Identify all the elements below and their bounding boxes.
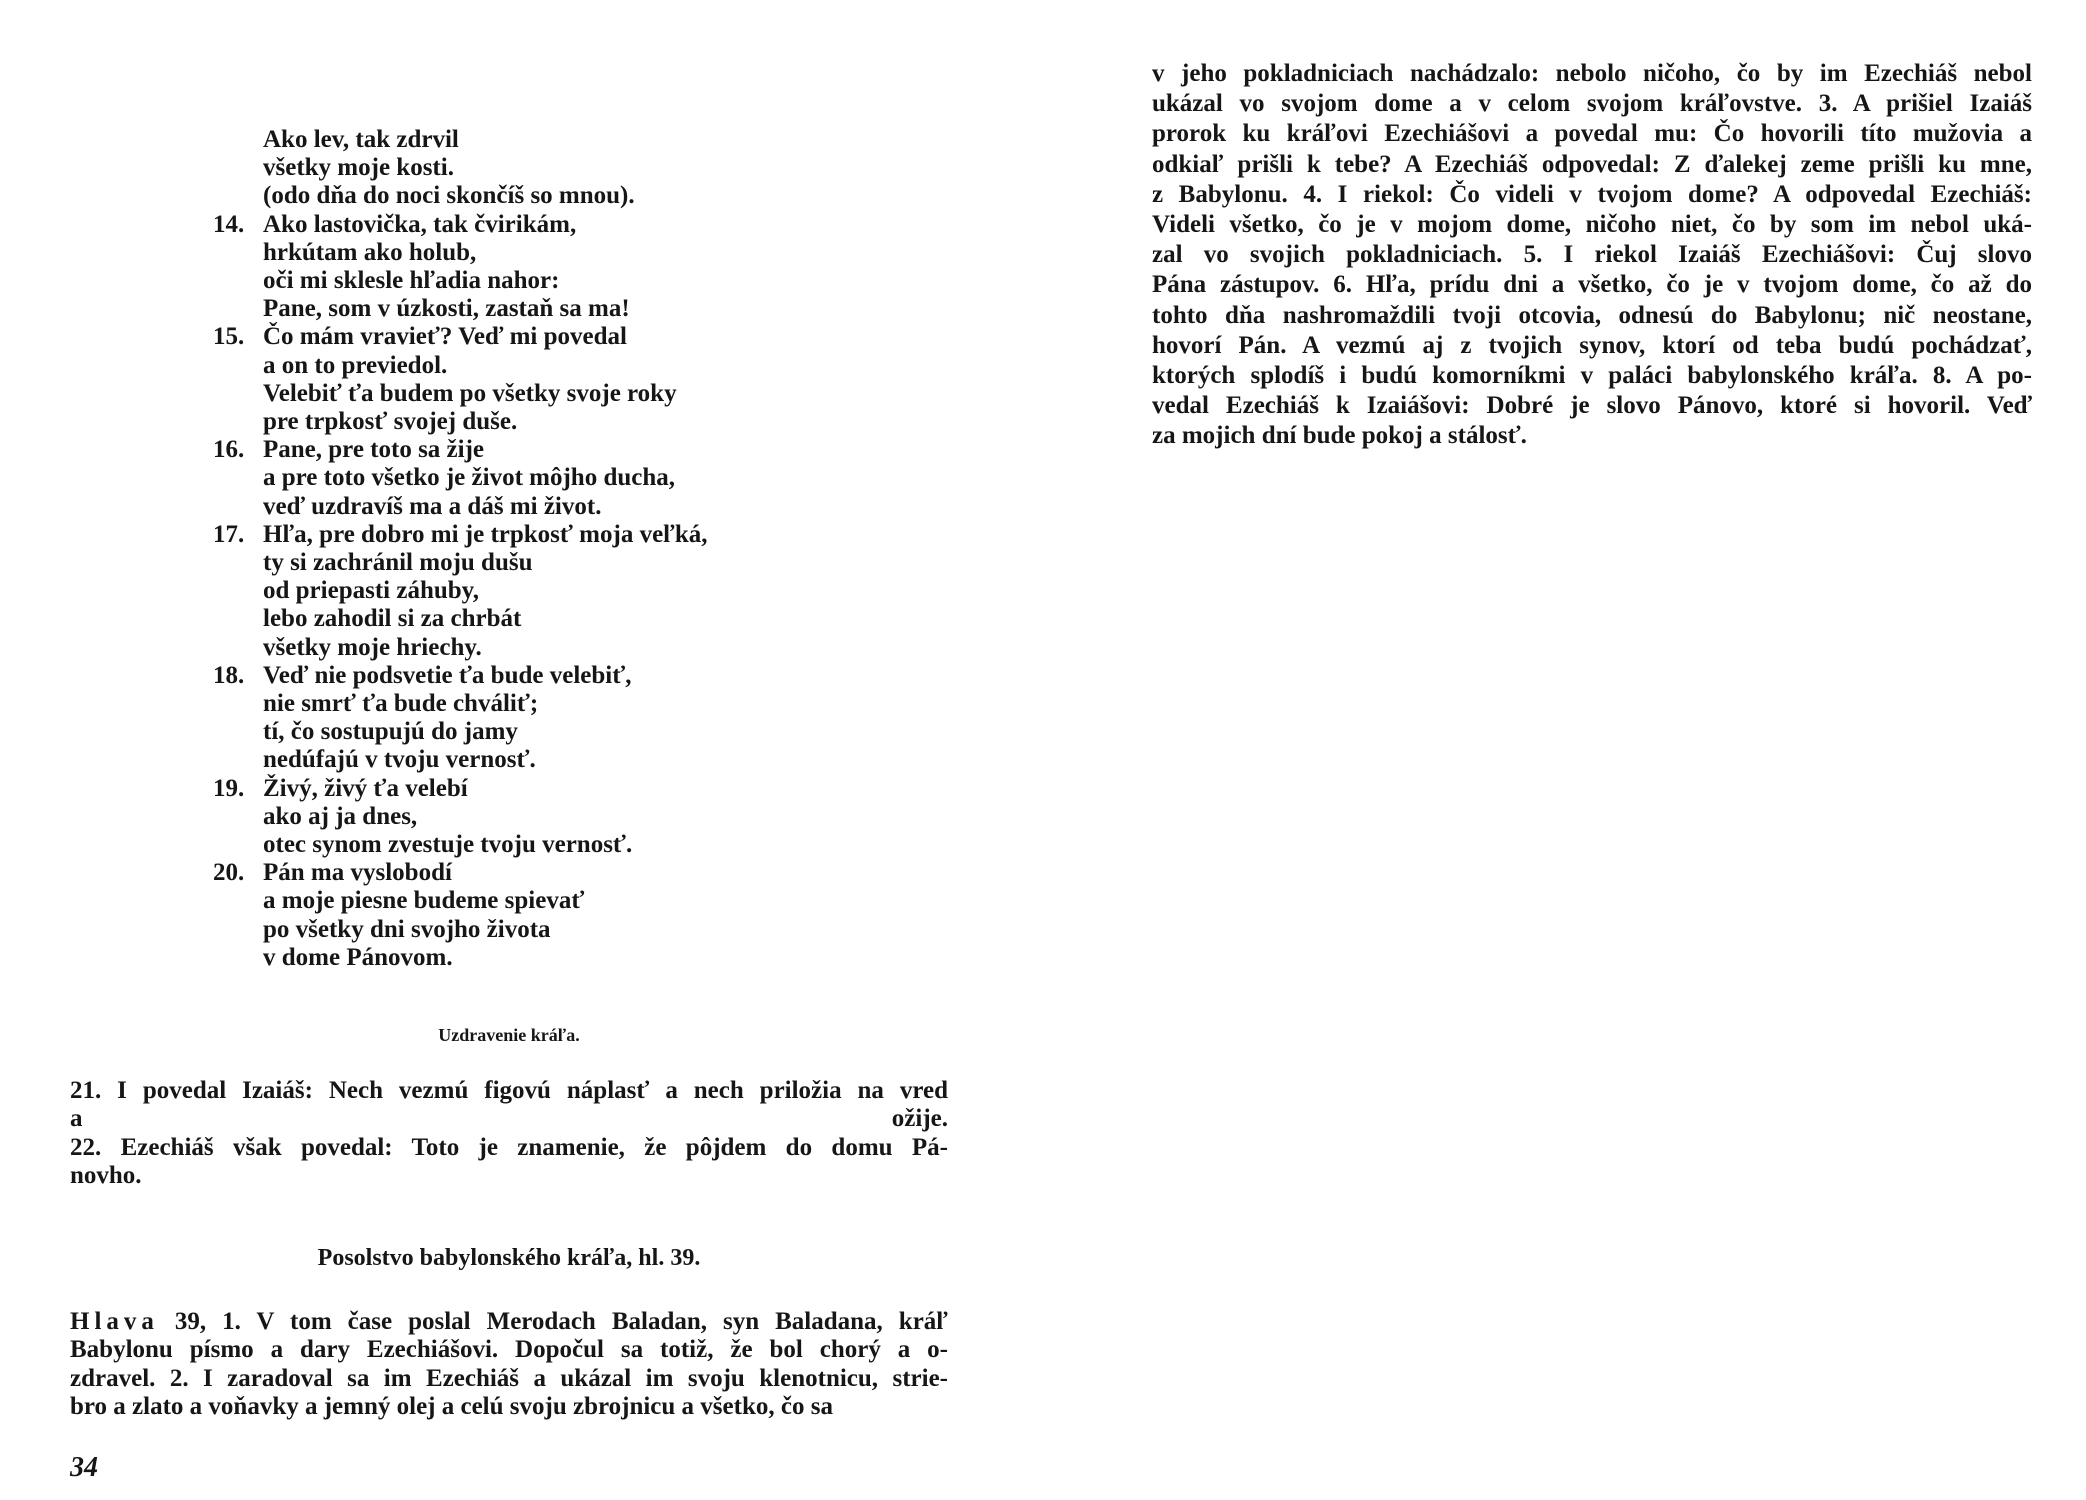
text-line: za mojich dní bude pokoj a stálosť.	[1152, 422, 1527, 450]
verse-number: 14.	[213, 210, 245, 238]
poem-line-text: oči mi sklesle hľadia nahor:	[263, 267, 560, 295]
chapter-39-paragraph	[70, 1308, 948, 1421]
text-line: Videli všetko, čo je v mojom dome, ničoho niet, čo by som im nebol uká-	[1152, 211, 2032, 239]
paragraph-line: a ožije.	[70, 1105, 948, 1133]
text-line: vedal Ezechiáš k Izaiášovi: Dobré je slovo Pánovo, ktoré si hovoril. Veď	[1152, 392, 2032, 420]
poem-line	[213, 211, 993, 239]
text-line: tohto dňa nashromaždili tvoji otcovia, odnesú do Babylonu; nič neostane,	[1152, 301, 2032, 329]
text-line: ukázal vo svojom dome a v celom svojom kráľovstve. 3. A prišiel Izaiáš	[1152, 90, 2032, 118]
poem-line-text: ako aj ja dnes,	[263, 802, 418, 830]
poem-line	[213, 887, 993, 915]
verse-number: 18.	[213, 661, 245, 689]
poem-line-text: veď uzdravíš ma a dáš mi život.	[263, 492, 602, 520]
chapter-first-line	[70, 1308, 948, 1336]
poem-line	[213, 859, 993, 887]
paragraph-line: Babylonu písmo a dary Ezechiášovi. Dopočul sa totiž, že bol chorý a o-	[70, 1336, 948, 1364]
verse-number: 16.	[213, 436, 245, 464]
poem-line	[213, 408, 993, 436]
right-page-text	[1152, 59, 2032, 452]
poem-line	[213, 464, 993, 492]
poem-line-text: nie smrť ťa bude chváliť;	[263, 690, 539, 718]
paragraph-line: 21. I povedal Izaiáš: Nech vezmú figovú náplasť a nech priložia na vred	[70, 1077, 948, 1104]
text-line: prorok ku kráľovi Ezechiášovi a povedal mu: Čo hovorili títo mužovia a	[1152, 120, 2032, 148]
poem-line	[213, 182, 993, 210]
poem-line	[213, 718, 993, 746]
poem-line-text: Hľa, pre dobro mi je trpkosť moja veľká,	[263, 520, 708, 548]
poem-line-text: a on to previedol.	[263, 351, 448, 379]
poem-line-text: v dome Pánovom.	[263, 943, 453, 971]
poem-line	[213, 916, 993, 944]
poem-line	[213, 154, 993, 182]
poem-line-text: od priepasti záhuby,	[263, 577, 480, 605]
poem-line-text: Ako lastovička, tak čvirikám,	[263, 210, 577, 238]
paragraph-line: zdravel. 2. I zaradoval sa im Ezechiáš a ukázal im svoju klenotnicu, strie-	[70, 1364, 948, 1392]
poem-line	[213, 126, 993, 154]
poem-line	[213, 493, 993, 521]
paragraph-line: novho.	[70, 1161, 142, 1189]
poem-line-text: ty si zachránil moju dušu	[263, 549, 533, 577]
text-line: odkiaľ prišli k tebe? A Ezechiáš odpovedal: Z ďalekej zeme prišli ku mne,	[1152, 150, 2032, 178]
text-line: zal vo svojich pokladniciach. 5. I riekol Izaiáš Ezechiášovi: Čuj slovo	[1152, 241, 2032, 269]
right-page	[1043, 0, 2086, 1500]
paragraph-line: 22. Ezechiáš však povedal: Toto je znamenie, že pôjdem do domu Pá-	[70, 1133, 948, 1161]
text-line: Pána zástupov. 6. Hľa, prídu dni a všetko, čo je v tvojom dome, čo až do	[1152, 271, 2032, 299]
poem-line-text: lebo zahodil si za chrbát	[263, 605, 522, 633]
poem-line-text: Pane, pre toto sa žije	[263, 436, 485, 464]
poem-line	[213, 634, 993, 662]
poem-line-text: Čo mám vravieť? Veď mi povedal	[263, 323, 627, 351]
poem-line	[213, 521, 993, 549]
poem-line-text: Ako lev, tak zdrvil	[263, 126, 459, 153]
poem-line-text: Veď nie podsvetie ťa bude velebiť,	[263, 661, 632, 689]
poem-line	[213, 380, 993, 408]
poem-line	[213, 549, 993, 577]
text-line: hovorí Pán. A vezmú aj z tvojich synov, ktorí od teba budú pochádzať,	[1152, 331, 2032, 359]
poem-line	[213, 831, 993, 859]
text-line: z Babylonu. 4. I riekol: Čo videli v tvojom dome? A odpovedal Ezechiáš:	[1152, 180, 2032, 208]
poem-line	[213, 944, 993, 972]
poem-line	[213, 746, 993, 774]
poem-line-text: (odo dňa do noci skončíš so mnou).	[263, 182, 635, 210]
paragraph-verses-21-22	[70, 1077, 948, 1190]
poem-line-text: všetky moje kosti.	[263, 154, 454, 182]
poem-line	[213, 605, 993, 633]
poem-line	[213, 352, 993, 380]
poem-line	[213, 323, 993, 351]
poem-line-text: tí, čo sostupujú do jamy	[263, 718, 518, 746]
section-heading-healing: Uzdravenie kráľa.	[438, 1025, 580, 1045]
poem-line-text: Velebiť ťa budem po všetky svoje roky	[263, 379, 677, 407]
chapter-label: Hlava	[70, 1308, 159, 1335]
poem-line-text: a moje piesne budeme spievať	[263, 887, 585, 915]
poem-line-text: Živý, živý ťa velebí	[263, 774, 468, 802]
poem-line	[213, 803, 993, 831]
poem-line-text: a pre toto všetko je život môjho ducha,	[263, 464, 675, 492]
poem-line-text: hrkútam ako holub,	[263, 238, 477, 266]
verse-number: 19.	[213, 774, 245, 802]
chapter-first-line-text: 39, 1. V tom čase poslal Merodach Baladan, syn Baladana, kráľ	[174, 1308, 949, 1335]
poem-line-text: Pane, som v úzkosti, zastaň sa ma!	[263, 295, 630, 323]
poem-line	[213, 577, 993, 605]
verse-number: 20.	[213, 859, 245, 887]
verse-number: 17.	[213, 520, 245, 548]
paragraph-line: bro a zlato a voňavky a jemný olej a celú svoju zbrojnicu a všetko, čo sa	[70, 1392, 833, 1420]
verse-number: 15.	[213, 323, 245, 351]
text-line: ktorých splodíš i budú komorníkmi v paláci babylonského kráľa. 8. A po-	[1152, 362, 2032, 390]
poem-line-text: nedúfajú v tvoju vernosť.	[263, 746, 536, 774]
section-heading-babylonian-envoy: Posolstvo babylonského kráľa, hl. 39.	[317, 1245, 701, 1271]
poem-line	[213, 295, 993, 323]
poem-block	[213, 126, 993, 972]
poem-line-text: pre trpkosť svojej duše.	[263, 408, 518, 436]
poem-line	[213, 436, 993, 464]
poem-line	[213, 267, 993, 295]
text-line: v jeho pokladniciach nachádzalo: nebolo ničoho, čo by im Ezechiáš nebol	[1152, 60, 2032, 87]
poem-line-text: po všetky dni svojho života	[263, 915, 551, 943]
poem-line-text: všetky moje hriechy.	[263, 633, 482, 661]
poem-line	[213, 690, 993, 718]
poem-line-text: otec synom zvestuje tvoju vernosť.	[263, 831, 633, 859]
page-number: 34	[70, 1452, 98, 1483]
poem-line	[213, 662, 993, 690]
poem-line	[213, 775, 993, 803]
poem-line	[213, 239, 993, 267]
poem-line-text: Pán ma vyslobodí	[263, 859, 452, 887]
